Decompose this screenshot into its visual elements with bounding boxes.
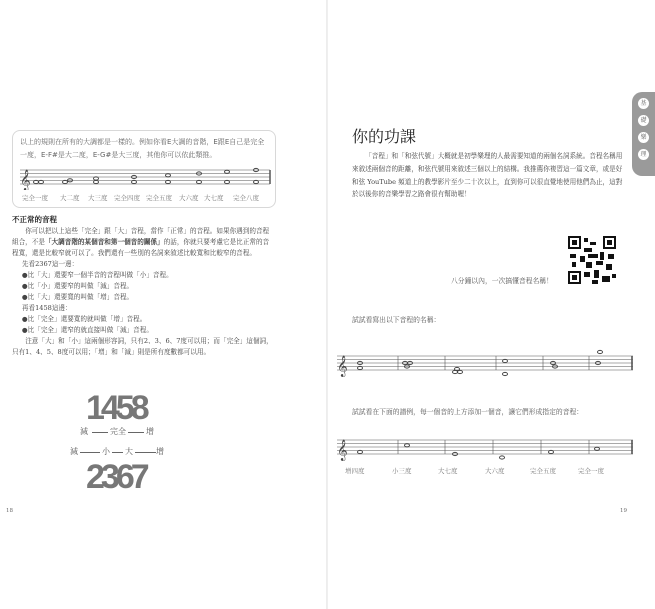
qr-code-icon[interactable] (568, 236, 616, 284)
label-dim: 減 (70, 447, 78, 456)
paragraph: 「音程」和「和弦代號」大概就是初學樂理的人最需要知道的兩個名詞系統。音程名稱用來敘述兩個音的距離，和弦代號用來敘述三個以上的結構。我推薦你複習這一篇文章，或是好和弦 YouTube 頻道上的教學影片至少二十次以上，直到你可以很直覺地使用他們為止，這對於以後你的音樂學習之路會很有幫助喔！ (352, 152, 623, 199)
list-item: ●比「大」還要窄一個半音的音程叫做「小」音程。 (21, 271, 173, 279)
interval-label: 小三度 (392, 467, 412, 475)
interval-label: 大七度 (204, 194, 224, 202)
interval-label: 大七度 (438, 467, 458, 475)
interval-label: 完全五度 (530, 467, 556, 475)
interval-label: 大三度 (88, 194, 108, 202)
treble-clef-icon: 𝄞 (337, 440, 348, 461)
label-minor: 小 (102, 447, 110, 456)
list-item: ●比「小」還要窄的叫做「減」音程。 (21, 282, 134, 290)
chapter-tab[interactable] (632, 92, 655, 176)
body-text (12, 226, 274, 358)
label-aug: 增 (156, 447, 164, 456)
arrow-line (80, 452, 156, 453)
digits-2367: 2367 (86, 458, 146, 496)
treble-clef-icon: 𝄞 (20, 170, 31, 190)
treble-clef-icon: 𝄞 (337, 356, 348, 377)
qr-caption: 八分鐘以內，一次搞懂音程名稱！ (451, 277, 553, 285)
label-aug: 增 (146, 427, 154, 436)
interval-label: 完全四度 (114, 194, 140, 202)
interval-label: 完全一度 (22, 194, 48, 202)
page-number: 19 (620, 508, 627, 514)
emphasis: 「大調音階的某個音和第一個音的關係」 (44, 238, 164, 246)
tab-char: 樂 (638, 132, 649, 143)
interval-label: 完全一度 (578, 467, 604, 475)
book-gutter (326, 0, 328, 609)
e-major-intervals-staff (18, 166, 273, 190)
paragraph: 注意「大」和「小」這兩個形容詞，只有2、3、6、7度可以用；而「完全」這個詞，只有1、4、5、8度可以用；「增」和「減」則是所有度數都可以用。 (12, 337, 273, 356)
page-number: 18 (6, 508, 13, 514)
exercise-2-staff (335, 436, 635, 464)
interval-label: 大六度 (485, 467, 505, 475)
interval-label: 大六度 (179, 194, 199, 202)
section-title: 不正常的音程 (12, 215, 57, 224)
paragraph: 你可以把以上這些「完全」跟「大」音程，當作「正常」的音程。如果你遇到的音程組合，不是 (12, 227, 270, 246)
list-item: ●比「完全」還要寬的就叫做「增」音程。 (21, 315, 147, 323)
interval-label: 完全八度 (233, 194, 259, 202)
interval-label: 增四度 (345, 467, 365, 475)
tab-char: 理 (638, 149, 649, 160)
interval-label: 完全五度 (146, 194, 172, 202)
list-intro: 先看2367這一邊： (21, 260, 79, 268)
tab-char: 基 (638, 98, 649, 109)
box-text: 以上的規則在所有的大調都是一樣的。例如你看E大調的音階，E跟E自己是完全一度，E-F#是大二度，E-G#是大三度，其他你可以依此類推。 (20, 138, 265, 159)
list-intro: 再看1458這邊： (21, 304, 72, 312)
label-major: 大 (125, 447, 133, 456)
interval-label: 大二度 (60, 194, 80, 202)
label-perfect: 完全 (110, 427, 126, 436)
exercise-1-instruction: 試試看寫出以下音程的名稱： (352, 316, 441, 324)
label-dim: 減 (80, 427, 88, 436)
list-item: ●比「完全」還窄的就直接叫做「減」音程。 (21, 326, 153, 334)
digits-1458: 1458 (86, 389, 146, 427)
exercise-1-staff (335, 348, 635, 380)
list-item: ●比「大」還要寬的叫做「增」音程。 (21, 293, 134, 301)
page-title: 你的功課 (352, 127, 417, 146)
paragraph: 的話，你就只要考慮它是比正常的音程寬，還是比較窄就可以了。我們還有一些別的名詞來敘述比較寬和比較窄的音程。 (12, 238, 270, 257)
tab-char: 礎 (638, 115, 649, 126)
exercise-2-instruction: 試試看在下面的譜例，每一個音的上方添加一個音，讓它們形成指定的音程： (352, 408, 584, 416)
